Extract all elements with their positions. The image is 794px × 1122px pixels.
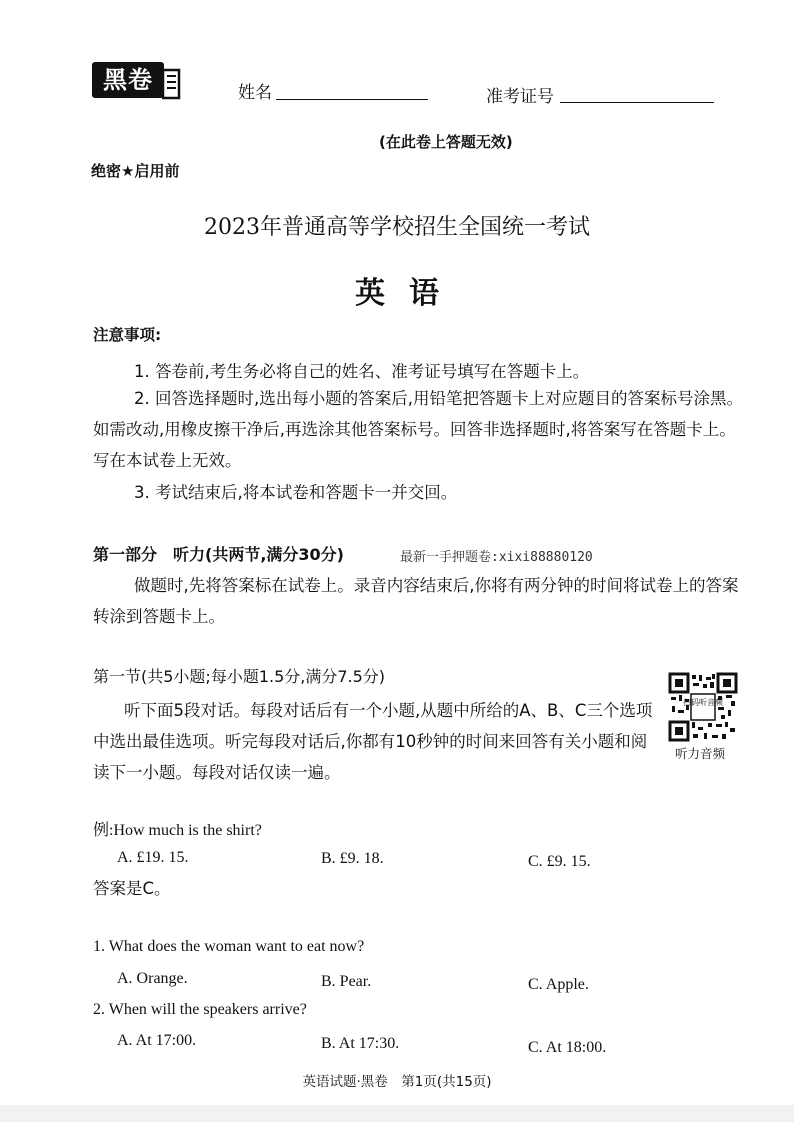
example-option-a: A. £19. 15. (117, 849, 189, 866)
example-option-c: C. £9. 15. (528, 853, 591, 870)
qr-caption: 听力音频 (675, 746, 726, 761)
qr-code-icon[interactable] (668, 672, 738, 742)
subject-title: 英语 (355, 276, 463, 311)
logo (92, 62, 182, 102)
name-field[interactable] (276, 99, 428, 100)
section1-title: 第一节(共5小题;每小题1.5分,满分7.5分) (93, 667, 386, 686)
page-footer: 英语试题·黑卷 第1页(共15页) (302, 1074, 492, 1090)
example-option-b: B. £9. 18. (321, 850, 384, 867)
book-icon (162, 68, 182, 100)
invalid-notice: (在此卷上答题无效) (379, 133, 513, 151)
id-field[interactable] (560, 102, 714, 103)
question-option-a: A. Orange. (117, 970, 188, 987)
question-option-c: C. At 18:00. (528, 1039, 607, 1056)
example-question: 例:How much is the shirt? (93, 822, 262, 839)
name-label: 姓名 (238, 83, 272, 103)
id-label: 准考证号 (486, 87, 554, 107)
secret-label: 绝密★启用前 (91, 162, 180, 180)
question-stem: 1. What does the woman want to eat now? (93, 938, 365, 955)
bottom-strip (0, 1105, 794, 1122)
part1-description: 做题时,先将答案标在试卷上。录音内容结束后,你将有两分钟的时间将试卷上的答案转涂到答题卡上。 (93, 576, 739, 626)
logo-text: 黑卷 (103, 66, 153, 94)
part1-title: 第一部分 听力(共两节,满分30分) (93, 545, 344, 564)
exam-title: 2023年普通高等学校招生全国统一考试 (204, 215, 590, 240)
section1-description: 听下面5段对话。每段对话后有一个小题,从题中所给的A、B、C三个选项中选出最佳选项。听完每段对话后,你都有10秒钟的时间来回答有关小题和阅读下一小题。每段对话仅读一遍。 (93, 701, 653, 782)
instruction-item: 2. 回答选择题时,选出每小题的答案后,用铅笔把答题卡上对应题目的答案标号涂黑。如需改动,用橡皮擦干净后,再选涂其他答案标号。回答非选择题时,将答案写在答题卡上。写在本试卷上无效。 (93, 389, 743, 470)
instruction-item: 3. 考试结束后,将本试卷和答题卡一并交回。 (134, 483, 458, 502)
watermark-text: 最新一手押题卷:xixi88880120 (400, 550, 593, 565)
instruction-item: 1. 答卷前,考生务必将自己的姓名、准考证号填写在答题卡上。 (134, 362, 590, 381)
instructions-heading: 注意事项: (93, 326, 162, 344)
question-stem: 2. When will the speakers arrive? (93, 1001, 307, 1018)
logo-box (92, 62, 164, 98)
question-option-b: B. At 17:30. (321, 1035, 400, 1052)
example-answer: 答案是C。 (93, 879, 171, 898)
question-option-c: C. Apple. (528, 976, 589, 993)
qr-center-label: 扫码听音频 (683, 698, 723, 707)
question-option-b: B. Pear. (321, 973, 372, 990)
question-option-a: A. At 17:00. (117, 1032, 197, 1049)
